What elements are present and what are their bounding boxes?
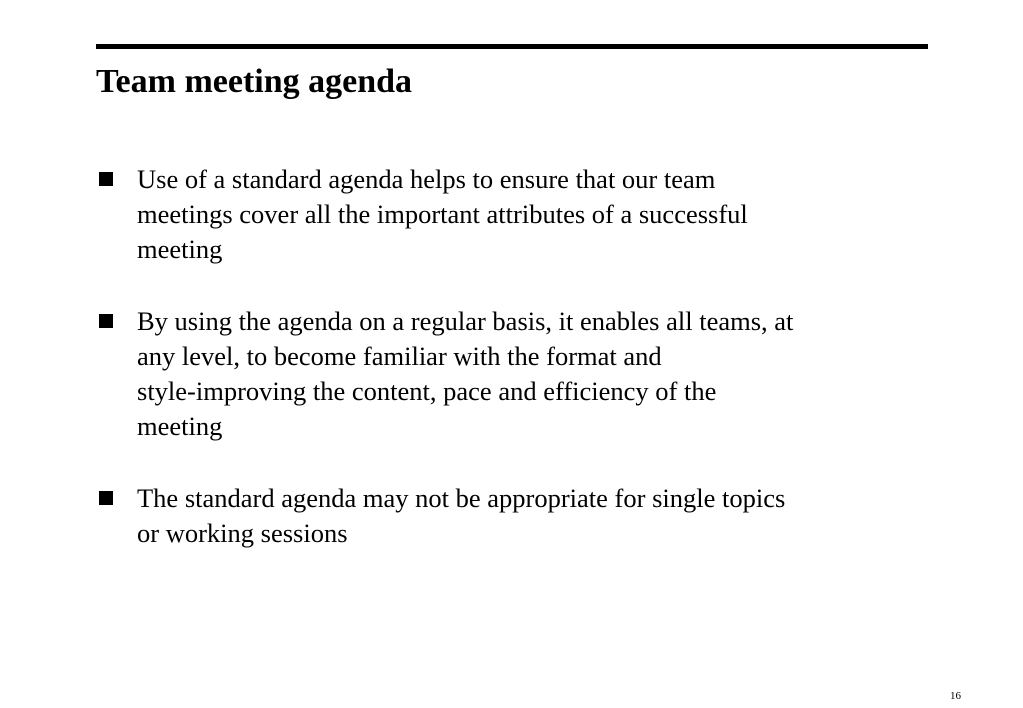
bullet-text-line: Use of a standard agenda helps to ensure that our team (137, 164, 716, 194)
bullet-item (96, 162, 926, 267)
bullet-text-line: meetings cover all the important attributes of a successful (137, 199, 748, 229)
square-bullet-icon (99, 314, 113, 328)
page-number: 16 (950, 690, 961, 702)
title-rule (96, 44, 928, 49)
bullet-text-line: or working sessions (137, 518, 348, 548)
bullet-text-line: meeting (137, 411, 223, 441)
bullet-text-line: any level, to become familiar with the format and (137, 341, 662, 371)
bullet-text-line: meeting (137, 234, 223, 264)
square-bullet-icon (99, 172, 113, 186)
square-bullet-icon (99, 491, 113, 505)
bullet-text-line: By using the agenda on a regular basis, it enables all teams, at (137, 306, 794, 336)
slide-title: Team meeting agenda (96, 63, 413, 100)
bullet-item (96, 481, 926, 551)
bullet-item (96, 304, 926, 444)
bullet-list (96, 162, 926, 551)
bullet-text-line: style-improving the content, pace and efficiency of the (137, 376, 717, 406)
bullet-text-line: The standard agenda may not be appropriate for single topics (137, 483, 786, 513)
